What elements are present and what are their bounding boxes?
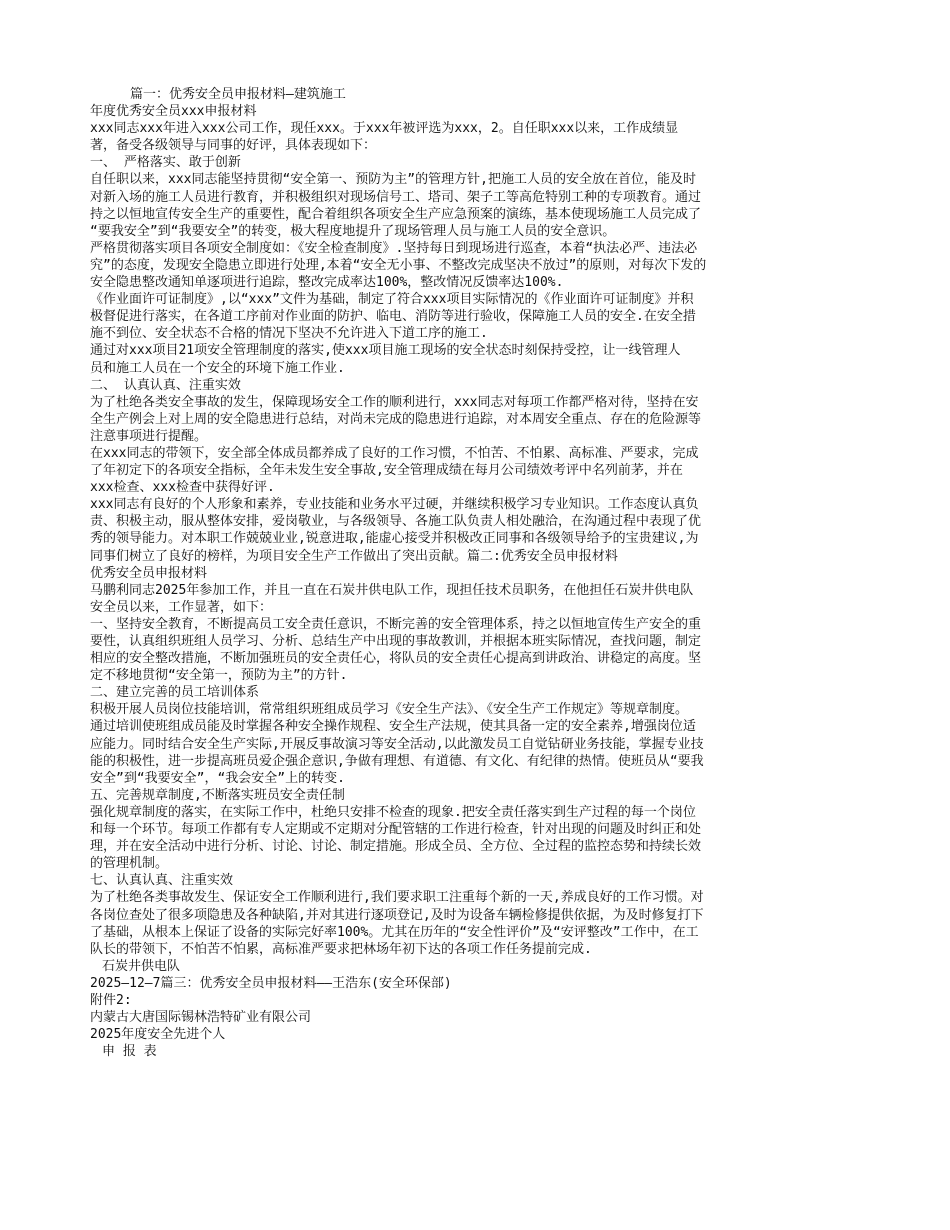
text-line: 了年初定下的各项安全指标，全年未发生安全事故,安全管理成绩在每月公司绩效考评中名列前茅，并在 <box>90 463 683 479</box>
text-line: 二、 认真认真、注重实效 <box>90 377 241 393</box>
text-line: 一、坚持安全教育，不断提高员工安全责任意识，不断完善的安全管理体系，持之以恒地宣传生产安全的重 <box>90 616 702 632</box>
text-line: 强化规章制度的落实，在实际工作中，杜绝只安排不检查的现象.把安全责任落实到生产过程的每一个岗位 <box>90 804 696 820</box>
text-line: 要性，认真组织班组人员学习、分析、总结生产中出现的事故教训，并根据本班实际情况，查找问题，制定 <box>90 634 702 649</box>
text-line: 通过对xxx项目21项安全管理制度的落实,使xxx项目施工现场的安全状态时刻保持受控，让一线管理人 <box>90 343 681 359</box>
document-body <box>90 86 862 1060</box>
text-line: 安全隐患整改通知单逐项进行追踪，整改完成率达100%，整改情况反馈率达100%. <box>90 275 564 291</box>
text-line: 2025—12—7篇三：优秀安全员申报材料——王浩东(安全环保部) <box>90 975 452 991</box>
text-line: 内蒙古大唐国际锡林浩特矿业有限公司 <box>90 1010 312 1026</box>
text-line: 了基础，从根本上保证了设备的实际完好率100%。尤其在历年的“安全性评价”及“安评整改”工作中，在工 <box>90 924 699 940</box>
text-line: 极督促进行落实，在各道工序前对作业面的防护、临电、消防等进行验收，保障施工人员的安全.在安全措 <box>90 309 696 325</box>
text-line: 一、 严格落实、敢于创新 <box>90 155 241 171</box>
text-line: 责、积极主动，服从整体安排，爱岗敬业，与各级领导、各施工队负责人相处融洽，在沟通过程中表现了优 <box>90 514 702 530</box>
text-line: “要我安全”到“我要安全”的转变，极大程度地提升了现场管理人员与施工人员的安全意识。 <box>90 223 616 239</box>
text-line: 安全”到“我要安全”，“我会安全”上的转变. <box>90 770 345 786</box>
text-line: 定不移地贯彻“安全第一，预防为主”的方针. <box>90 668 348 684</box>
text-line: 员和施工人员在一个安全的环境下施工作业. <box>90 360 345 376</box>
text-line: 全生产例会上对上周的安全隐患进行总结，对尚未完成的隐患进行追踪，对本周安全重点、存在的危险源等 <box>90 411 702 427</box>
text-line: 二、建立完善的员工培训体系 <box>90 685 260 701</box>
text-line: 篇一：优秀安全员申报材料—建筑施工 <box>130 87 346 102</box>
text-line: 通过培训使班组成员能及时掌握各种安全操作规程、安全生产法规，使其具备一定的安全素养,增强岗位适 <box>90 719 696 735</box>
text-line: 的管理机制。 <box>90 856 169 872</box>
text-line: 理，并在安全活动中进行分析、讨论、讨论、制定措施。形成全员、全方位、全过程的监控态势和持续长效 <box>90 839 702 855</box>
text-line: xxx检查、xxx检查中获得好评. <box>90 480 275 496</box>
text-line: 石炭井供电队 <box>102 958 181 974</box>
text-line: 自任职以来，xxx同志能坚持贯彻“安全第一、预防为主”的管理方针,把施工人员的安全放在首位，能及时 <box>90 172 696 188</box>
text-line: 附件2: <box>90 992 132 1008</box>
text-line: 同事们树立了良好的榜样，为项目安全生产工作做出了突出贡献。篇二:优秀安全员申报材料 <box>90 548 618 564</box>
text-line: 究”的态度，发现安全隐患立即进行处理,本着“安全无小事、不整改完成坚决不放过”的原则，对每次下发的 <box>90 257 707 273</box>
text-line: 积极开展人员岗位技能培训，常常组织班组成员学习《安全生产法》、《安全生产工作规定》等规章制度。 <box>90 702 689 718</box>
text-line: 和每一个环节。每项工作都有专人定期或不定期对分配管辖的工作进行检查，针对出现的问题及时纠正和处 <box>90 822 702 838</box>
text-line: 年度优秀安全员xxx申报材料 <box>90 104 257 120</box>
text-line: 《作业面许可证制度》,以“xxx”文件为基础，制定了符合xxx项目实际情况的《作业面许可证制度》并积 <box>90 292 694 308</box>
text-line: 为了杜绝各类事故发生、保证安全工作顺利进行,我们要求职工注重每个新的一天,养成良好的工作习惯。对 <box>90 890 704 906</box>
text-line: 七、认真认真、注重实效 <box>90 873 234 889</box>
text-line: xxx同志xxx年进入xxx公司工作，现任xxx。于xxx年被评选为xxx，2。自任职xxx以来，工作成绩显 <box>90 121 679 137</box>
text-line: 队长的带领下，不怕苦不怕累，高标准严要求把林场年初下达的各项工作任务提前完成. <box>90 941 592 957</box>
text-line: 严格贯彻落实项目各项安全制度如：《安全检查制度》.坚持每日到现场进行巡查，本着“执法必严、违法必 <box>90 240 698 256</box>
text-line: xxx同志有良好的个人形象和素养，专业技能和业务水平过硬，并继续积极学习专业知识。工作态度认真负 <box>90 497 699 513</box>
text-line: 施不到位、安全状态不合格的情况下坚决不允许进入下道工序的施工. <box>90 326 488 342</box>
text-line: 注意事项进行提醒。 <box>90 428 208 444</box>
text-line: 马鹏利同志2025年参加工作，并且一直在石炭井供电队工作，现担任技术员职务，在他担任石炭井供电队 <box>90 582 694 598</box>
text-line: 在xxx同志的带领下，安全部全体成员都养成了良好的工作习惯，不怕苦、不怕累、高标准、严要求，完成 <box>90 445 699 461</box>
text-line: 应能力。同时结合安全生产实际,开展反事故演习等安全活动,以此激发员工自觉钻研业务技能，掌握专业技 <box>90 736 704 752</box>
text-line: 著，备受各级领导与同事的好评，具体表现如下： <box>90 138 377 154</box>
text-line: 优秀安全员申报材料 <box>90 565 208 581</box>
text-line: 对新入场的施工人员进行教育，并积极组织对现场信号工、塔司、架子工等高危特别工种的专项教育。通过 <box>90 189 702 205</box>
text-line: 持之以恒地宣传安全生产的重要性，配合着组织各项安全生产应急预案的演练，基本使现场施工人员完成了 <box>90 206 702 222</box>
text-line: 五、完善规章制度,不断落实班员安全责任制 <box>90 787 345 803</box>
text-line: 安全员以来，工作显著，如下： <box>90 599 273 615</box>
text-line: 秀的领导能力。对本职工作兢兢业业,锐意进取,能虚心接受并积极改正同事和各级领导给予的宝贵建议,为 <box>90 531 699 547</box>
text-line: 申 报 表 <box>102 1044 157 1060</box>
text-line: 各岗位查处了很多项隐患及各种缺陷,并对其进行逐项登记,及时为设备车辆检修提供依据，为及时修复打下 <box>90 907 704 923</box>
text-line: 为了杜绝各类安全事故的发生，保障现场安全工作的顺利进行，xxx同志对每项工作都严格对待，坚持在安 <box>90 394 699 410</box>
text-line: 能的积极性，进一步提高班员爱企强企意识,争做有理想、有道德、有文化、有纪律的热情。使班员从“要我 <box>90 753 704 769</box>
text-line: 2025年度安全先进个人 <box>90 1027 226 1043</box>
text-line: 相应的安全整改措施，不断加强班员的安全责任心，将队员的安全责任心提高到讲政治、讲稳定的高度。坚 <box>90 651 702 667</box>
